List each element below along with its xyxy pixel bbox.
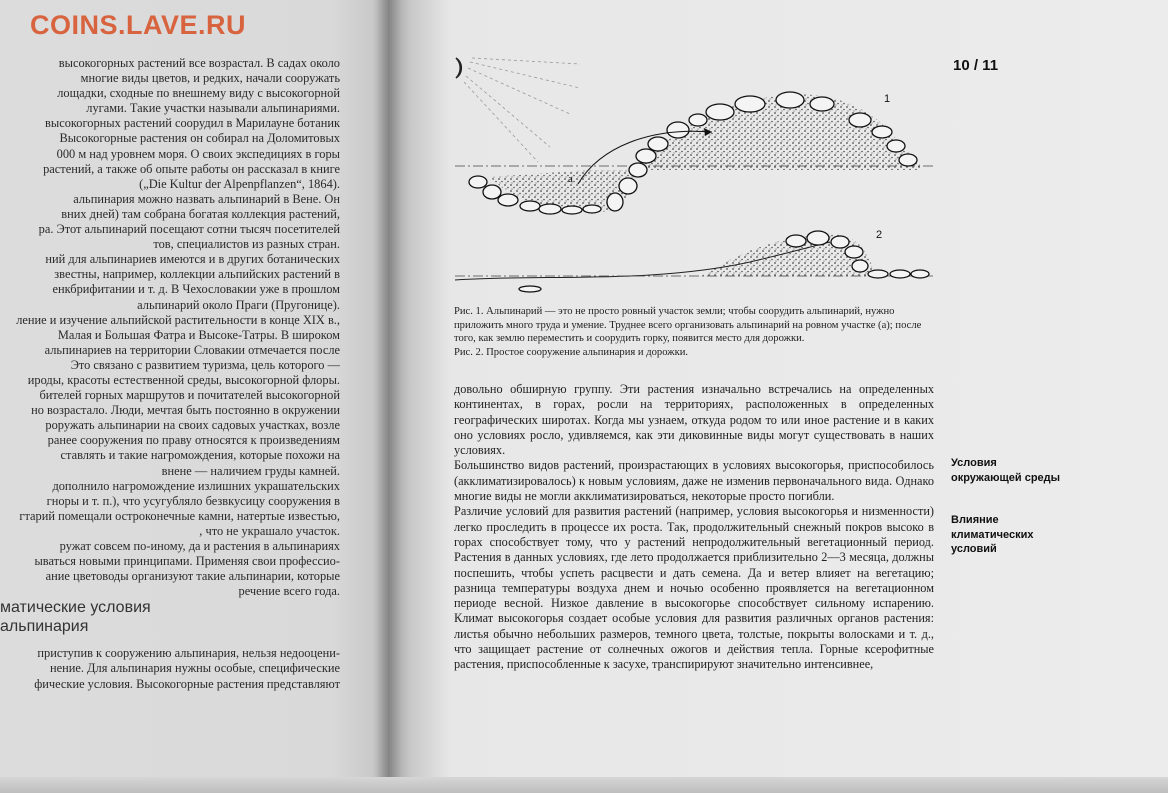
text-line: высокогорных растений соорудил в Марилауне ботаник: [45, 116, 340, 131]
text-line: растений, а также об опыте работы он рассказал в книге: [43, 161, 340, 176]
side-heading-line: Условия: [951, 457, 997, 469]
text-line: звестны, например, коллекции альпийских растений в: [54, 267, 340, 282]
text-line: ление и изучение альпийской растительности в конце XIX в.,: [16, 312, 340, 327]
figure-caption: [454, 305, 938, 359]
alpinarium-illustration: [450, 52, 940, 297]
book-bottom-edge: [0, 777, 1168, 793]
site-watermark: COINS.LAVE.RU: [30, 10, 247, 40]
text-line: енкбрифитании и т. д. В Чехословакии уже в прошлом: [52, 282, 340, 297]
text-line: ранее сооружения по праву относятся к произведениям: [47, 433, 340, 448]
caption-fig1: Рис. 1. Альпинарий — это не просто ровный участок земли; чтобы соорудить альпинарий, нужно приложить много труда и умение. Труднее всего организовать альпинарий на ровном участке (а); после того, как землю переместить и соорудить горку, появится место для дорожки.: [454, 306, 922, 345]
text-line: гноры и т. п.), что усугубляло безвкусицу сооружения в: [46, 493, 340, 508]
figure-label-1: 1: [884, 93, 891, 105]
side-heading-environment: [951, 456, 1060, 485]
text-line: 000 м над уровнем моря. О своих экспедициях в горы: [56, 146, 340, 161]
text-line: ружат совсем по-иному, да и растения в альпинариях: [59, 539, 340, 553]
side-heading-climate: [951, 513, 1034, 557]
side-heading-line: окружающей среды: [951, 471, 1061, 484]
text-line: нение. Для альпинария нужны особые, специфические: [49, 661, 340, 676]
book-spine: [372, 0, 402, 793]
sun-rays: [464, 58, 580, 162]
text-line: фические условия. Высокогорные растения представляют: [34, 676, 340, 691]
text-line: ний для альпинариев имеются и в других ботанических: [45, 252, 340, 267]
text-line: гтарий помещали остроконечные камни, натертые известью,: [19, 508, 340, 523]
text-line: роружать альпинарии на своих садовых участках, возле: [45, 418, 340, 433]
text-line: лугами. Такие участки называли альпинариями.: [86, 101, 340, 116]
text-line: но возрастало. Люди, мечтая быть постоянно в окружении: [31, 403, 340, 418]
text-line: Высокогорные растения он собирал на Доломитовых: [59, 131, 340, 146]
figure-label-a: а: [568, 173, 573, 185]
text-line: , что не украшало участок.: [199, 523, 340, 538]
text-line: ание цветоводы организуют такие альпинарии, которые: [45, 569, 340, 584]
text-line: альпинариев на территории Словакии отмечается после: [44, 342, 340, 357]
text-line: ставлять и такие нагромождения, которые похожи на: [60, 448, 340, 463]
left-page-text-bottom: [0, 646, 340, 692]
side-heading-line: условий: [951, 543, 997, 555]
text-line: альпинария можно назвать альпинарий в Вене. Он: [73, 191, 340, 206]
text-line: высокогорных растений все возрастал. В садах около: [58, 56, 340, 70]
text-line: Малая и Большая Фатра и Высоке-Татры. В широком: [57, 327, 340, 342]
main-body-text: [454, 382, 934, 673]
text-line: приступив к сооружению альпинария, нельзя недооцени-: [37, 646, 340, 660]
text-line: тов, специалистов из разных стран.: [153, 237, 340, 252]
heading-line: альпинария: [0, 618, 89, 635]
text-line: Это связано с развитием туризма, цель которого —: [70, 357, 340, 372]
text-line: внене — наличием груды камней.: [161, 463, 340, 478]
side-heading-line: климатических: [951, 528, 1034, 541]
text-line: лощадки, сходные по внешнему виду с высокогорной: [57, 86, 340, 101]
text-line: („Die Kultur der Alpenpflanzen“, 1864).: [139, 176, 340, 191]
text-line: вних дней) там собрана богатая коллекция растений,: [61, 206, 340, 221]
paragraph: Большинство видов растений, произрастающих в условиях высокогорья, приспособилось (акклиматизировалось) к новым условиям, даже не изменив первоначального вида. Однако многие виды не могли акклиматизироваться, некоторые просто погибли.: [454, 458, 934, 504]
figure-1-ground: [490, 94, 920, 212]
paragraph: Различие условий для развития растений (например, условия высокогорья и низменности) легко проследить в процессе их роста. Так, продолжительный снежный покров высоко в горах способствует тому, что у растений непродолжительный вегетационный период. Растения в данных условиях, где лето продолжается приблизительно 2—3 месяца, должны поспешить, чтобы успеть расцвести и дать семена. Да и ветер влияет на вегетацию; разница температуры воздуха днем и ночью особенно проявляется на вегетационном периоде весной. Низкое давление в высокогорье способствует сильному испарению. Климат высокогорья создает особые условия для развития различных органов растения: листья обычно небольших размеров, темного цвета, толстые, покрыты волосками и т. д., что защищает растение от солнечных ожогов и действия тепла. Горные ксерофитные растения, приспособленные к засухе, транспирируют значительно интенсивнее,: [454, 504, 934, 672]
section-heading: [0, 598, 151, 636]
text-line: ываться новыми принципами. Применяя свои профессио-: [34, 554, 340, 569]
heading-line: матические условия: [0, 599, 151, 616]
side-heading-line: Влияние: [951, 514, 999, 526]
sun-icon: [456, 58, 461, 78]
caption-fig2: Рис. 2. Простое сооружение альпинария и дорожки.: [454, 346, 689, 358]
text-line: речение всего года.: [238, 584, 340, 599]
paragraph: довольно обширную группу. Эти растения изначально встречались на определенных континентах, в горах, росли на территориях, расположенных в определенных географических широтах. Когда мы узнаем, откуда родом то или иное растение и в каких оно условиях росло, удивляемся, как эти диковинные виды могут существовать в наших условиях.: [454, 382, 934, 458]
text-line: многие виды цветов, и редких, начали сооружать: [80, 71, 340, 86]
text-line: дополнило нагромождение излишних украшательских: [52, 478, 340, 493]
text-line: ра. Этот альпинарий посещают сотни тысяч посетителей: [38, 222, 340, 237]
page-number: 10 / 11: [953, 57, 999, 74]
left-page-text: [0, 56, 340, 599]
figure-label-2: 2: [876, 229, 883, 241]
text-line: бителей горных маршрутов и почитателей высокогорной: [39, 388, 340, 403]
text-line: альпинарий около Праги (Пругонице).: [137, 297, 340, 312]
text-line: ироды, красоты естественной среды, высокогорной флоры.: [27, 372, 340, 387]
